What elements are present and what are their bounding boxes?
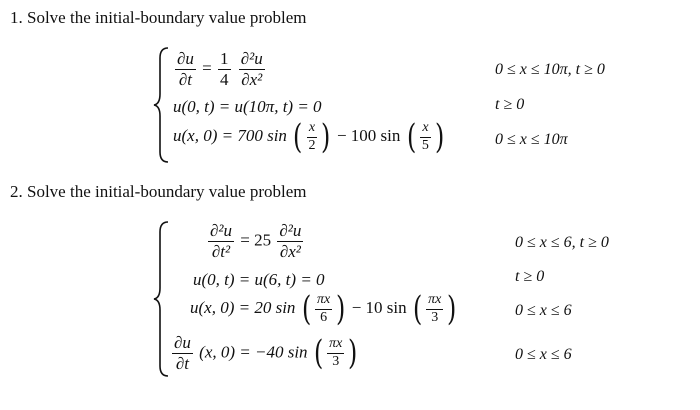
- problem-2-domain-ic2: 0 ≤ x ≤ 6: [515, 346, 572, 363]
- problem-1-domain-ic: 0 ≤ x ≤ 10π: [495, 131, 568, 148]
- problem-1-pde: $\frac{\partial u}{\partial t}$ = $\frac{1}{4}$ $\frac{\text{∂²u}}{\text{∂x²}}$: [177, 49, 263, 89]
- problem-1-boundary-condition: u(0, t) = u(10π, t) = 0: [173, 97, 322, 116]
- problem-1-initial-condition: u(x, 0) = 700 sin ( $\frac{x}{2}$ ) − 100 sin ( $\frac{x}{5}$ ): [173, 117, 445, 157]
- problem-2-initial-displacement: u(x, 0) = 20 sin ( $\frac{\pi x}{6}$ ) − 10 sin ( $\frac{\pi x}{3}$ ): [190, 289, 457, 329]
- problem-1-heading: 1. Solve the initial-boundary value problem: [10, 8, 307, 27]
- problem-2-brace: [152, 220, 172, 378]
- problem-2-domain-pde: 0 ≤ x ≤ 6, t ≥ 0: [515, 234, 609, 251]
- problem-1-domain-pde: 0 ≤ x ≤ 10π, t ≥ 0: [495, 61, 605, 78]
- problem-2-boundary-condition: u(0, t) = u(6, t) = 0: [193, 270, 325, 289]
- problem-2-pde: $\frac{\text{∂²u}}{\text{∂t²}}$ = 25 $\frac{\text{∂²u}}{\text{∂x²}}$: [210, 221, 302, 261]
- problem-2-domain-bc: t ≥ 0: [515, 268, 545, 285]
- problem-1-domain-bc: t ≥ 0: [495, 96, 525, 113]
- problem-2-initial-velocity: $\frac{\partial u}{\partial t}$ (x, 0) = −40 sin ( $\frac{\pi x}{3}$ ): [174, 333, 358, 374]
- problem-2-domain-ic1: 0 ≤ x ≤ 6: [515, 302, 572, 319]
- problem-2-heading: 2. Solve the initial-boundary value problem: [10, 182, 307, 201]
- problem-1-brace: [152, 46, 172, 164]
